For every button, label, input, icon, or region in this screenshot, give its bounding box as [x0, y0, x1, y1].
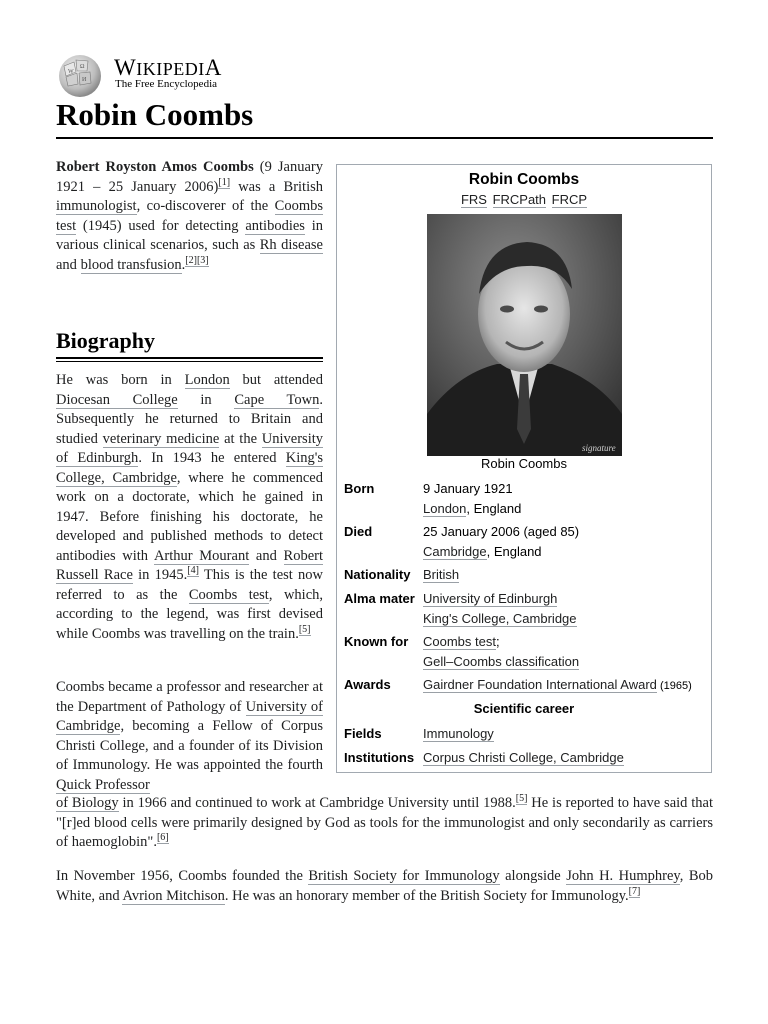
label-institutions: Institutions [344, 750, 415, 765]
infobox [336, 164, 712, 773]
link-avrion-mitchison[interactable]: Avrion Mitchison [122, 887, 225, 904]
text: Coombs became a professor and researcher at the Department of Pathology of [56, 679, 323, 715]
ref-5b[interactable]: [5] [515, 793, 528, 805]
link-antibodies[interactable]: antibodies [245, 217, 305, 234]
text: , becoming a Fellow of Corpus Christi College, and a founder of its Division of Immunology. He was appointed the fourth [56, 718, 323, 773]
ref-6[interactable]: [6] [156, 832, 169, 844]
link-known-coombs-test[interactable]: Coombs test [423, 634, 496, 649]
link-veterinary-medicine[interactable]: veterinary medicine [102, 430, 220, 447]
link-london[interactable]: London [184, 372, 230, 388]
text: , which, according to the legend, was first devised while Coombs was travelling on the train. [56, 586, 324, 642]
text: , co-discoverer of the [136, 198, 275, 214]
subject-name: Robert Royston Amos Coombs [56, 159, 254, 175]
link-alma-edinburgh[interactable]: University of Edinburgh [423, 591, 558, 606]
ref-3[interactable]: [3] [196, 254, 209, 266]
bio-paragraph-2-narrow [56, 678, 323, 795]
text: , Bob White, and [56, 868, 713, 904]
link-alma-kings[interactable]: King's College, Cambridge [423, 610, 577, 626]
text: but attended [229, 372, 323, 388]
link-rh-disease[interactable]: Rh disease [259, 237, 323, 253]
infobox-postnominals [337, 192, 711, 207]
section-heading-biography: Biography [56, 328, 156, 353]
bio-paragraph-2-wide [56, 794, 713, 853]
text: . Subsequently he returned to Britain and studied [56, 391, 323, 447]
wordmark[interactable]: WIKIPEDIA [114, 55, 222, 80]
label-alma-mater: Alma mater [344, 591, 415, 606]
photo-caption: Robin Coombs [481, 456, 567, 471]
value-died [423, 522, 579, 561]
ref-2[interactable]: [2] [185, 254, 197, 266]
label-known-for: Known for [344, 634, 409, 649]
svg-text:И: И [82, 77, 87, 83]
wikipedia-globe-logo[interactable] [56, 54, 104, 98]
page-title: Robin Coombs [56, 97, 254, 132]
link-frcpath[interactable]: FRCPath [492, 192, 547, 207]
intro-paragraph [56, 158, 323, 275]
portrait-image [427, 214, 622, 456]
text: In November 1956, Coombs founded the [56, 868, 309, 884]
link-university-of-cambridge[interactable]: University of Cambridge [56, 698, 323, 734]
link-immunologist[interactable]: immunologist [56, 198, 137, 214]
text: (9 January 1921 – 25 January 2006) [56, 159, 323, 195]
link-born-london[interactable]: London [423, 500, 467, 516]
link-british[interactable]: British [423, 567, 460, 582]
section-divider [56, 357, 323, 359]
label-fields: Fields [344, 726, 382, 741]
infobox-title: Robin Coombs [468, 171, 580, 188]
text: He was born in [56, 372, 185, 388]
link-cape-town[interactable]: Cape Town [234, 391, 320, 408]
ref-5[interactable]: [5] [298, 623, 311, 635]
link-frs[interactable]: FRS [460, 192, 487, 207]
text: in various clinical scenarios, such as [56, 217, 323, 253]
link-robert-russell-race[interactable]: Robert Russell Race [56, 547, 324, 583]
ref-4[interactable]: [4] [187, 565, 199, 577]
link-gell-coombs[interactable]: Gell–Coombs classification [423, 653, 580, 669]
title-divider [56, 137, 713, 139]
text: and [249, 547, 284, 564]
text: alongside [499, 868, 567, 884]
link-immunology[interactable]: Immunology [423, 726, 494, 741]
link-corpus-christi[interactable]: Corpus Christi College, Cambridge [423, 750, 624, 765]
text: . In 1943 he entered [138, 450, 286, 466]
link-frcp[interactable]: FRCP [551, 192, 588, 207]
link-arthur-mourant[interactable]: Arthur Mourant [153, 547, 250, 564]
link-british-society-for-immunology[interactable]: British Society for Immunology [308, 868, 500, 884]
label-died: Died [344, 524, 373, 539]
label-born: Born [344, 481, 375, 496]
ref-7[interactable]: [7] [628, 885, 641, 897]
died-date: 25 January 2006 (aged 85) [423, 524, 580, 539]
born-date: 9 January 1921 [423, 481, 513, 496]
text: and [56, 256, 81, 273]
link-gairdner-award[interactable]: Gairdner Foundation International Award [423, 677, 657, 692]
ref-1[interactable]: [1] [218, 176, 231, 188]
text: ; [495, 634, 500, 649]
link-died-cambridge[interactable]: Cambridge [423, 543, 487, 559]
link-university-of-edinburgh[interactable]: University of Edinburgh [56, 430, 323, 466]
text: This is the test now referred to as the [56, 567, 324, 603]
award-year: (1965) [656, 680, 692, 692]
svg-text:Ω: Ω [80, 64, 85, 70]
link-diocesan-college[interactable]: Diocesan College [56, 391, 178, 408]
text: . [181, 256, 186, 273]
text: at the [219, 430, 262, 447]
bio-paragraph-3 [56, 867, 713, 906]
section-divider [56, 361, 323, 362]
text: , where he commenced work on a doctorate, which he gained in 1947. Before finishing his doctorate, he developed and published methods to detect antibodies with [56, 469, 323, 564]
link-coombs-test[interactable]: Coombs test [56, 198, 323, 234]
link-blood-transfusion[interactable]: blood transfusion [80, 256, 182, 273]
died-country: , England [486, 543, 542, 559]
value-born [423, 479, 521, 518]
text: in 1966 and continued to work at Cambridge University until 1988. [118, 795, 516, 811]
infobox-section-scientific-career: Scientific career [473, 701, 575, 716]
svg-text:signature: signature [582, 443, 616, 453]
svg-text:W: W [68, 69, 74, 75]
link-quick-professor[interactable]: Quick Professor [56, 776, 150, 793]
text: in 1945. [132, 567, 188, 583]
link-kings-college[interactable]: King's College, Cambridge [56, 450, 323, 486]
link-coombs-test-2[interactable]: Coombs test [188, 586, 269, 603]
link-quick-professor-cont[interactable]: of Biology [56, 795, 119, 811]
text: was a British [230, 178, 324, 195]
born-country: , England [466, 500, 522, 516]
text: . He was an honorary member of the British Society for Immunology. [224, 887, 629, 904]
link-john-humphrey[interactable]: John H. Humphrey [566, 868, 680, 884]
tagline: The Free Encyclopedia [115, 78, 218, 90]
bio-paragraph-1 [56, 371, 323, 644]
text: (1945) used for detecting [76, 217, 246, 234]
label-awards: Awards [344, 677, 391, 692]
text: in [177, 391, 235, 408]
portrait-photo[interactable] [427, 214, 622, 456]
label-nationality: Nationality [344, 567, 411, 582]
text: He is reported to have said that "[r]ed blood cells were primarily designed by God as tools for the immunologist and only secondarily as carriers of haemoglobin". [56, 795, 713, 850]
